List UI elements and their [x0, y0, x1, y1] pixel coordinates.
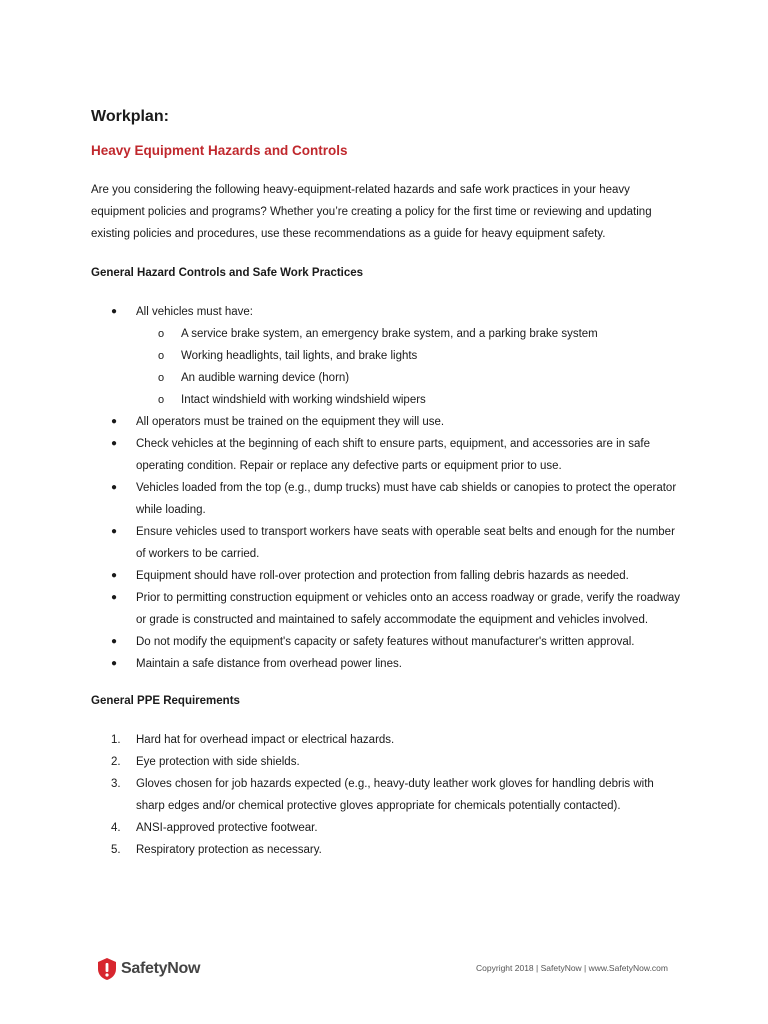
numbered-item-text: Eye protection with side shields.: [136, 756, 300, 768]
sub-list-item: [136, 389, 681, 411]
bullet-icon: ●: [111, 570, 118, 581]
list-item-text: Check vehicles at the beginning of each shift to ensure parts, equipment, and accessories are in safe operating condition. Repair or replace any defective parts or equipment prior to use.: [136, 438, 650, 472]
numbered-item-text: ANSI-approved protective footwear.: [136, 822, 318, 834]
numbered-item-text: Gloves chosen for job hazards expected (e.g., heavy-duty leather work gloves for handling debris with sharp edges and/or chemical protective gloves appropriate for chemicals potentially contacted).: [136, 778, 654, 812]
list-item: [91, 521, 681, 565]
circle-bullet-icon: o: [158, 372, 165, 384]
item-number: 4.: [111, 822, 121, 834]
list-item: [91, 477, 681, 521]
bullet-icon: ●: [111, 636, 118, 647]
bullet-icon: ●: [111, 416, 118, 427]
sub-list-item: [136, 345, 681, 367]
safetynow-logo: [96, 955, 200, 983]
list-item: [91, 411, 681, 433]
vehicle-requirements-sublist: [136, 323, 681, 411]
sub-list-item-text: Working headlights, tail lights, and brake lights: [181, 350, 418, 362]
list-item-text: Vehicles loaded from the top (e.g., dump trucks) must have cab shields or canopies to protect the operator while loading.: [136, 482, 677, 516]
numbered-item: [91, 817, 681, 839]
numbered-item: [91, 839, 681, 861]
numbered-item: [91, 729, 681, 751]
list-item: [91, 433, 681, 477]
list-item: [91, 631, 681, 653]
section-heading-hazard-controls: General Hazard Controls and Safe Work Practices: [91, 267, 364, 279]
sub-list-item-text: A service brake system, an emergency brake system, and a parking brake system: [181, 328, 598, 340]
list-item: [91, 565, 681, 587]
bullet-icon: ●: [111, 658, 118, 669]
list-item-text: Prior to permitting construction equipment or vehicles onto an access roadway or grade, verify the roadway or grade is constructed and maintained to safely accommodate the equipment and vehicles involved.: [136, 592, 680, 626]
item-number: 1.: [111, 734, 121, 746]
item-number: 3.: [111, 778, 121, 790]
intro-paragraph: Are you considering the following heavy-equipment-related hazards and safe work practices in your heavy equipment policies and programs? Whether you’re creating a policy for the first time or reviewing and updating existing policies and procedures, use these recommendations as a guide for heavy equipment safety.: [91, 184, 652, 240]
sub-list-item-text: Intact windshield with working windshield wipers: [181, 394, 426, 406]
bullet-icon: ●: [111, 592, 118, 603]
numbered-item-text: Respiratory protection as necessary.: [136, 844, 322, 856]
bullet-icon: ●: [111, 482, 118, 493]
sub-list-item: [136, 367, 681, 389]
list-item-text: Do not modify the equipment's capacity or safety features without manufacturer's written approval.: [136, 636, 635, 648]
circle-bullet-icon: o: [158, 394, 165, 406]
list-item-text: Equipment should have roll-over protection and protection from falling debris hazards as needed.: [136, 570, 629, 582]
circle-bullet-icon: o: [158, 350, 165, 362]
bullet-icon: ●: [111, 306, 118, 317]
bullet-icon: ●: [111, 526, 118, 537]
list-item: [91, 587, 681, 631]
list-item-text: All operators must be trained on the equipment they will use.: [136, 416, 445, 428]
section-heading-ppe: General PPE Requirements: [91, 695, 240, 707]
list-item: [91, 301, 681, 411]
document-content: [91, 105, 681, 861]
copyright-text: Copyright 2018 | SafetyNow | www.SafetyNow.com: [476, 963, 668, 973]
bullet-icon: ●: [111, 438, 118, 449]
ppe-requirements-list: [91, 729, 681, 861]
safetynow-shield-logo-icon: [96, 957, 118, 981]
logo-text: SafetyNow: [121, 960, 201, 977]
list-item-text: Maintain a safe distance from overhead power lines.: [136, 658, 402, 670]
numbered-item-text: Hard hat for overhead impact or electrical hazards.: [136, 734, 395, 746]
list-item: [91, 653, 681, 675]
hazard-controls-list: [91, 301, 681, 675]
sub-list-item: [136, 323, 681, 345]
page-subtitle: Heavy Equipment Hazards and Controls: [91, 143, 348, 158]
list-item-text: All vehicles must have:: [136, 306, 253, 318]
circle-bullet-icon: o: [158, 328, 165, 340]
page-footer: [96, 955, 676, 985]
numbered-item: [91, 751, 681, 773]
list-item-text: Ensure vehicles used to transport workers have seats with operable seat belts and enough for the number of workers to be carried.: [136, 526, 675, 560]
sub-list-item-text: An audible warning device (horn): [181, 372, 350, 384]
item-number: 2.: [111, 756, 121, 768]
page-title: Workplan:: [91, 108, 169, 125]
numbered-item: [91, 773, 681, 817]
item-number: 5.: [111, 844, 121, 856]
